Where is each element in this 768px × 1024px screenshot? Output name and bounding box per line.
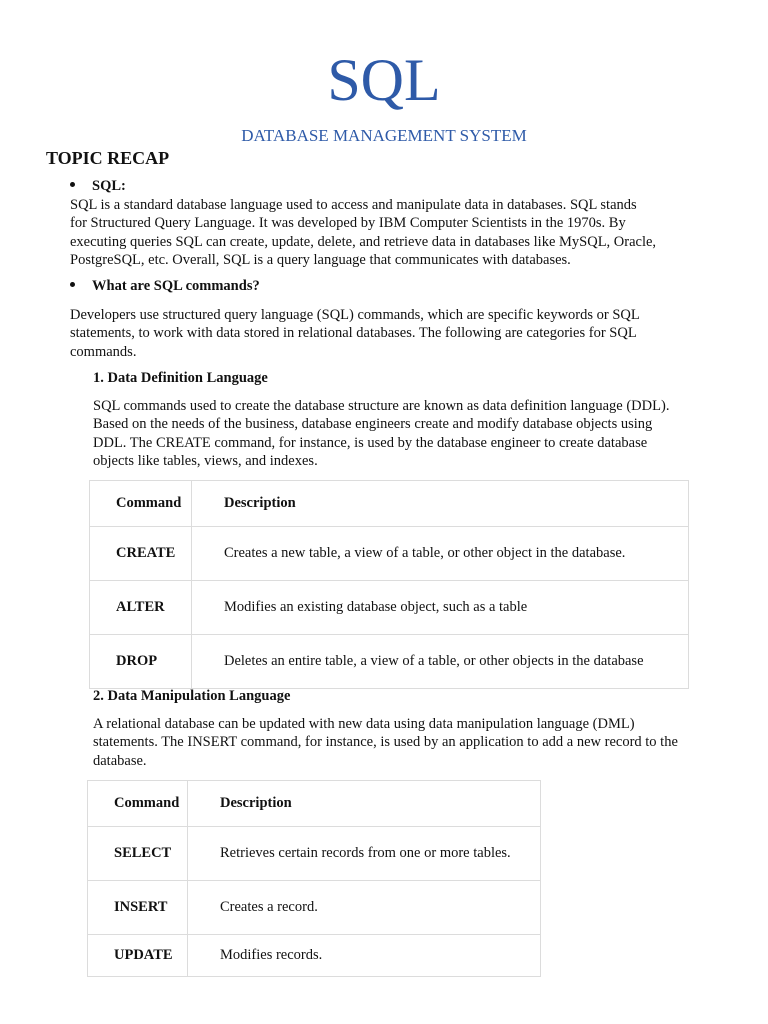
bullet-sql — [70, 177, 126, 195]
paragraph-line: SQL commands used to create the database structure are known as data definition language (DDL). — [93, 398, 670, 414]
command-cell — [90, 527, 192, 581]
command-cell — [90, 581, 192, 635]
description-cell — [188, 881, 541, 935]
paragraph-line: Developers use structured query language (SQL) commands, which are specific keywords or SQL — [70, 307, 640, 323]
paragraph-line: database. — [93, 752, 147, 769]
command-name: SELECT — [114, 845, 172, 861]
description-cell — [192, 581, 689, 635]
paragraph-line: PostgreSQL, etc. Overall, SQL is a query language that communicates with databases. — [70, 252, 571, 269]
command-description: Retrieves certain records from one or more tables. — [220, 845, 511, 861]
table-row — [88, 935, 541, 977]
description-cell — [192, 635, 689, 689]
header-cell-command — [90, 481, 192, 527]
header-cell-command — [88, 781, 188, 827]
table-row — [88, 827, 541, 881]
table-row — [88, 881, 541, 935]
ddl-paragraph — [93, 397, 753, 471]
bullet-dot-icon — [70, 282, 75, 287]
ddl-heading: 1. Data Definition Language — [93, 370, 268, 386]
paragraph-line: DDL. The CREATE command, for instance, is used by the database engineer to create database — [93, 434, 648, 451]
document-title: SQL — [327, 47, 441, 113]
header-cell-description — [192, 481, 689, 527]
command-cell — [88, 935, 188, 977]
table-header-row — [90, 481, 689, 527]
sql-commands-paragraph — [70, 306, 750, 361]
sql-definition-paragraph — [70, 196, 750, 270]
bullet-dot-icon — [70, 182, 75, 187]
dml-heading: 2. Data Manipulation Language — [93, 688, 291, 704]
command-name: DROP — [116, 653, 158, 669]
document-subtitle: DATABASE MANAGEMENT SYSTEM — [241, 126, 527, 145]
command-description: Deletes an entire table, a view of a table, or other objects in the database — [224, 653, 644, 669]
command-name: CREATE — [116, 545, 176, 561]
table-header-row — [88, 781, 541, 827]
bullet-sql-commands-label: What are SQL commands? — [92, 278, 260, 294]
command-description: Modifies an existing database object, such as a table — [224, 599, 528, 615]
paragraph-line: statements. The INSERT command, for instance, is used by an application to add a new record to the — [93, 734, 678, 751]
command-name: ALTER — [116, 599, 165, 615]
table-row — [90, 635, 689, 689]
command-cell — [88, 881, 188, 935]
paragraph-line: objects like tables, views, and indexes. — [93, 453, 318, 470]
command-description: Creates a record. — [220, 899, 318, 915]
header-description-label: Description — [220, 795, 292, 811]
command-name: UPDATE — [114, 947, 173, 963]
paragraph-line: executing queries SQL can create, update, delete, and retrieve data in databases like MySQL, Oracle, — [70, 233, 657, 250]
header-command-label: Command — [116, 495, 182, 511]
header-cell-description — [188, 781, 541, 827]
paragraph-line: commands. — [70, 343, 137, 360]
bullet-sql-commands — [70, 277, 260, 295]
paragraph-line: A relational database can be updated with new data using data manipulation language (DML) — [93, 716, 635, 732]
command-description: Creates a new table, a view of a table, or other object in the database. — [224, 545, 626, 561]
header-description-label: Description — [224, 495, 296, 511]
command-cell — [88, 827, 188, 881]
description-cell — [188, 827, 541, 881]
table-row — [90, 527, 689, 581]
command-description: Modifies records. — [220, 947, 323, 963]
bullet-sql-label: SQL: — [92, 178, 126, 194]
command-cell — [90, 635, 192, 689]
topic-recap-heading: TOPIC RECAP — [46, 148, 170, 168]
paragraph-line: for Structured Query Language. It was developed by IBM Computer Scientists in the 1970s. By — [70, 215, 626, 232]
description-cell — [192, 527, 689, 581]
ddl-table — [89, 480, 689, 689]
description-cell — [188, 935, 541, 977]
paragraph-line: statements, to work with data stored in relational databases. The following are categories for SQL — [70, 325, 637, 342]
command-name: INSERT — [114, 899, 168, 915]
table-row — [90, 581, 689, 635]
dml-paragraph — [93, 715, 763, 770]
paragraph-line: Based on the needs of the business, database engineers create and modify database objects using — [93, 416, 653, 433]
paragraph-line: SQL is a standard database language used to access and manipulate data in databases. SQL stands — [70, 197, 637, 213]
header-command-label: Command — [114, 795, 180, 811]
dml-table — [87, 780, 541, 977]
